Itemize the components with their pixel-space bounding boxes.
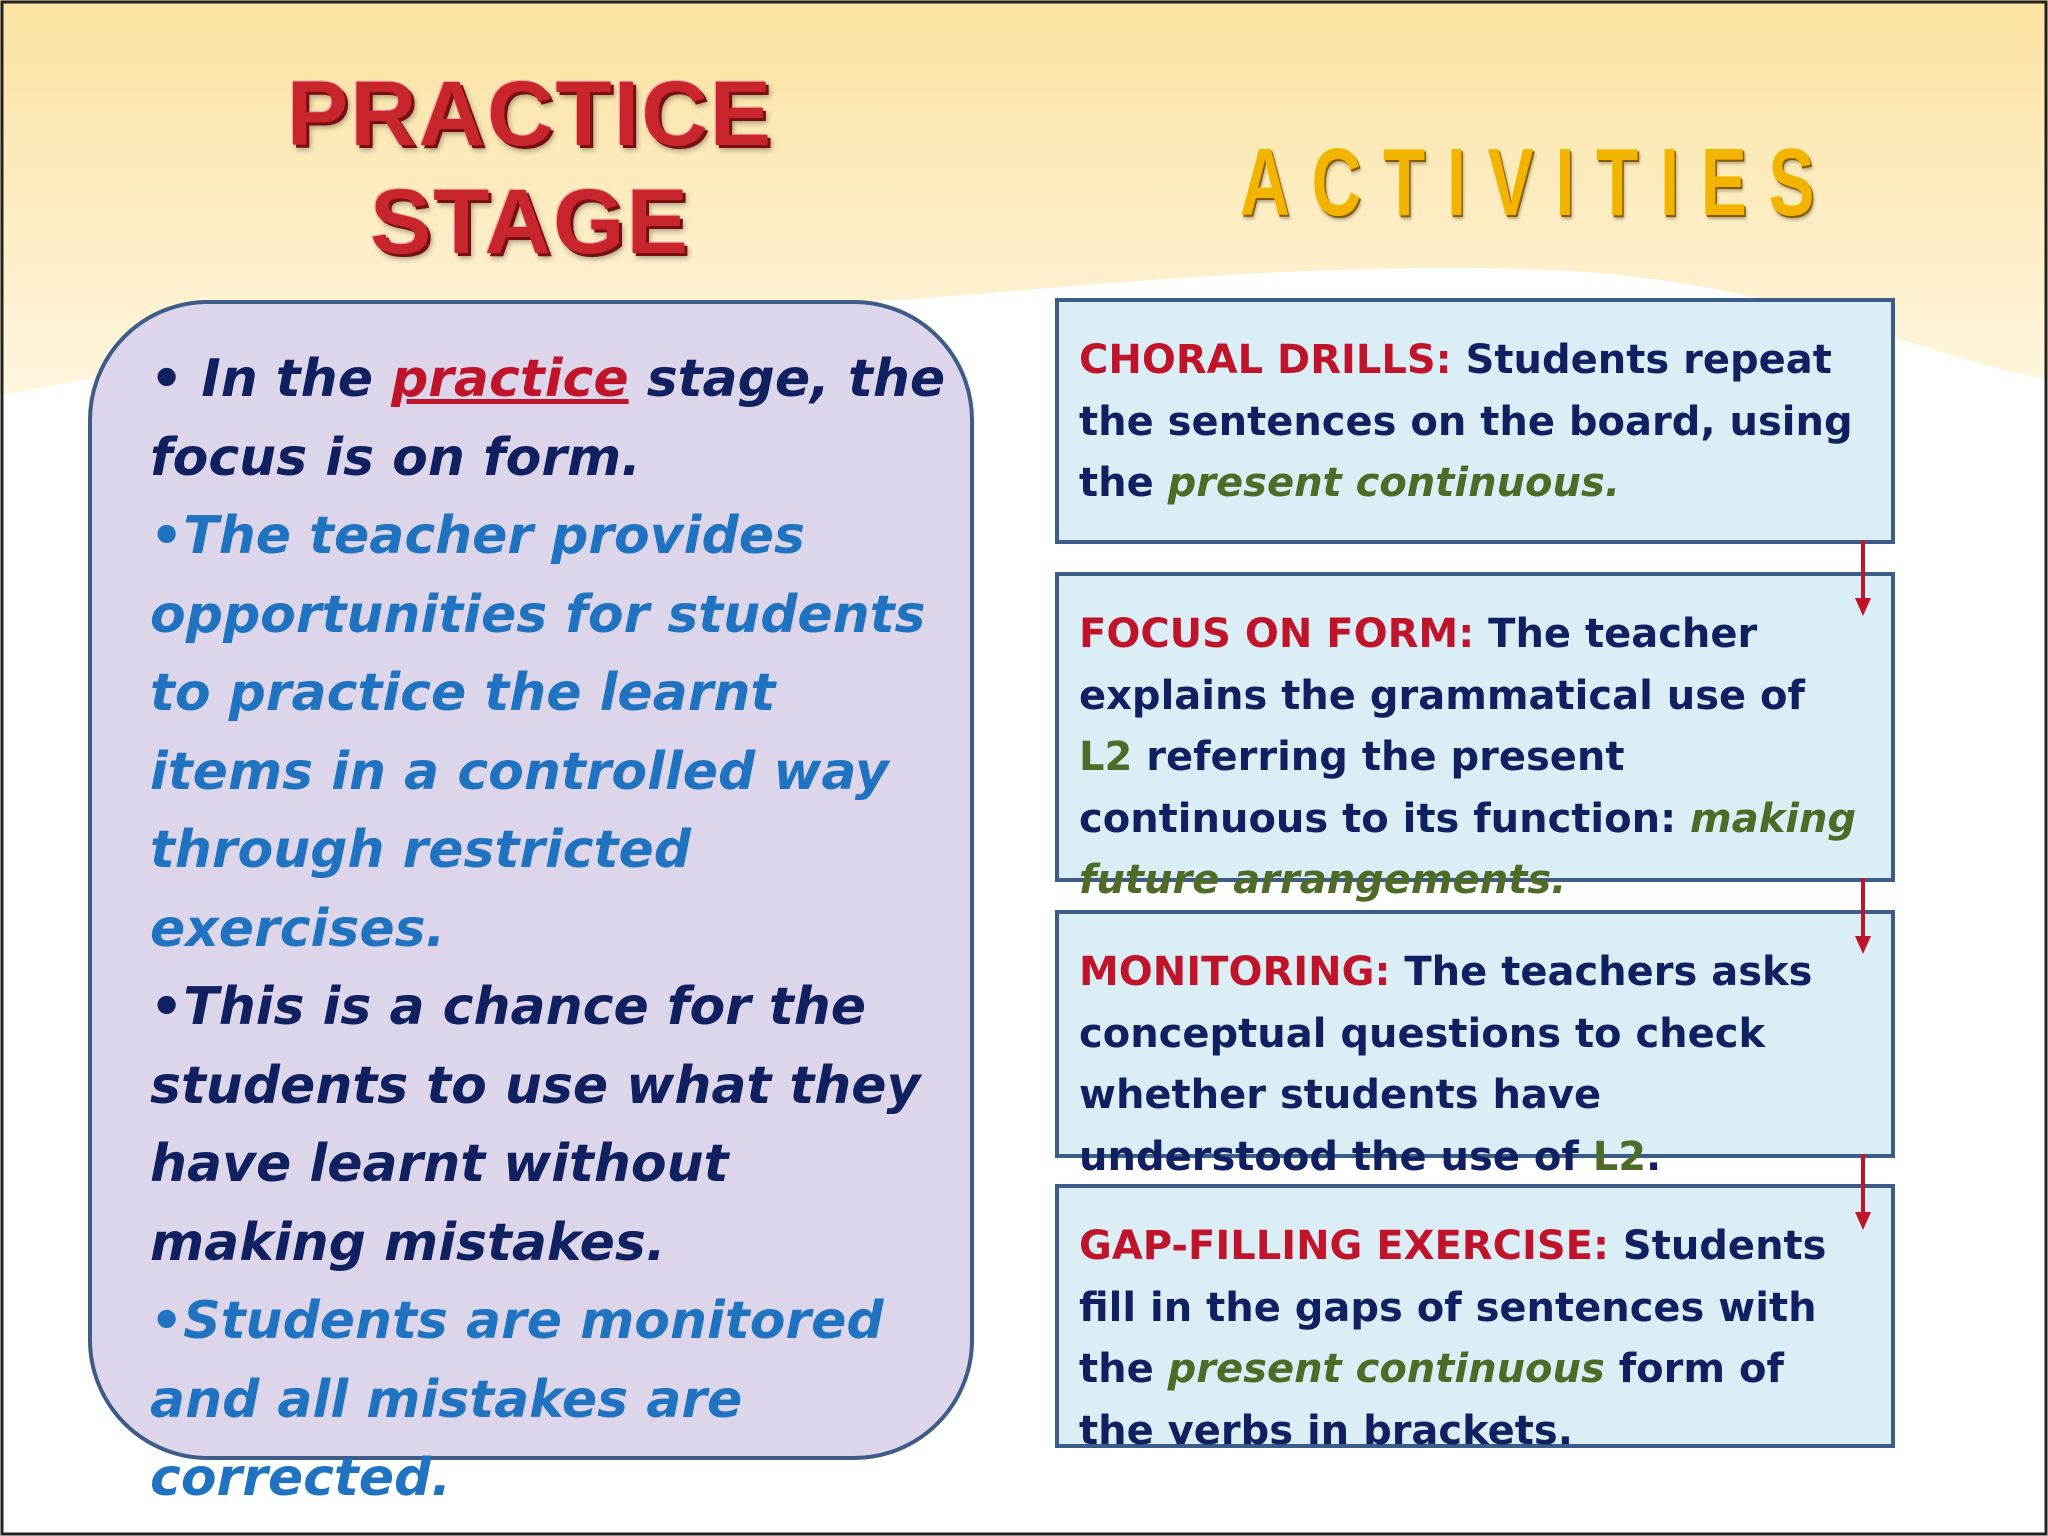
practice-stage-title <box>250 60 810 276</box>
activity-text-2: form of the verbs in brackets. <box>1079 1346 1784 1454</box>
activity-text: Students fill in the gaps of sentences with the <box>1079 1223 1827 1392</box>
activity-emphasis: L2 <box>1079 734 1133 780</box>
title-line-2: STAGE <box>369 171 691 273</box>
bullet-1-pre: • In the <box>150 349 392 409</box>
activity-gap-filling <box>1055 1184 1895 1454</box>
activity-emphasis-2: making future arrangements. <box>1079 795 1857 903</box>
activity-emphasis: present continuous <box>1167 1346 1605 1392</box>
activity-label: MONITORING: <box>1079 949 1391 995</box>
activity-text-2: referring the present continuous to its function: <box>1079 734 1691 842</box>
bullet-3: •This is a chance for the students to use what they have learnt without making mistakes. <box>150 977 921 1273</box>
activity-emphasis: present continuous. <box>1167 460 1621 506</box>
activity-text: The teachers asks conceptual questions to check whether students have understood the use of <box>1079 949 1813 1180</box>
activity-focus-on-form <box>1055 572 1895 903</box>
activity-label: CHORAL DRILLS: <box>1079 337 1452 383</box>
activity-text: Students repeat the sentences on the board, using the <box>1079 337 1853 506</box>
bullet-2: •The teacher provides opportunities for students to practice the learnt items in a controlled way through restricted exercises. <box>150 506 926 959</box>
activity-text: The teacher explains the grammatical use of <box>1079 611 1805 719</box>
down-arrow-icon <box>1853 540 1873 620</box>
bullet-1-post: stage, the focus is on form. <box>150 349 946 488</box>
bullet-4: •Students are monitored and all mistakes are corrected. <box>150 1291 884 1508</box>
activity-choral-drills <box>1055 298 1895 544</box>
activities-title: ACTIVITIES <box>1240 129 1837 236</box>
activity-text-2: . <box>1646 1133 1662 1180</box>
bullet-1 <box>150 340 950 497</box>
activity-label: FOCUS ON FORM: <box>1079 611 1475 657</box>
down-arrow-icon <box>1853 1154 1873 1234</box>
practice-keyword: practice <box>391 349 629 409</box>
activity-label: GAP-FILLING EXERCISE: <box>1079 1223 1609 1269</box>
down-arrow-icon <box>1853 878 1873 958</box>
left-panel-text <box>150 340 950 1518</box>
activity-monitoring <box>1055 910 1895 1180</box>
activity-emphasis: L2 <box>1592 1133 1647 1180</box>
title-line-1: PRACTICE <box>286 63 774 165</box>
